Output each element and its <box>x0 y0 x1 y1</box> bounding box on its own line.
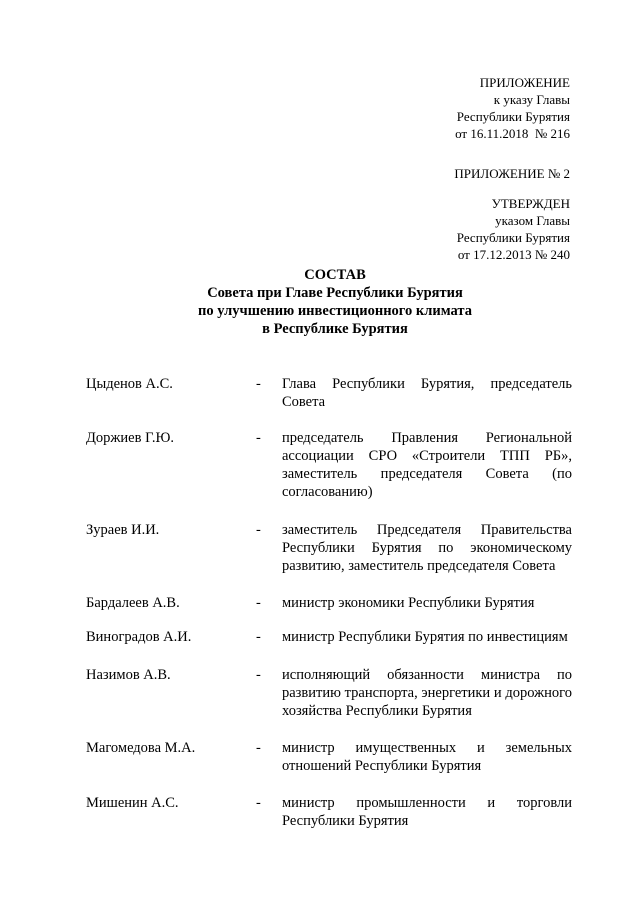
member-role: министр экономики Республики Бурятия <box>282 595 535 611</box>
members-list <box>86 375 572 830</box>
document-heading <box>0 266 640 338</box>
member-name: Бардалеев А.В. <box>86 595 180 611</box>
member-dash: - <box>256 376 261 392</box>
member-role: Глава Республики Бурятия, председатель Совета <box>282 376 572 410</box>
appendix-line: Республики Бурятия <box>456 109 570 124</box>
member-role: министр имущественных и земельных отношений Республики Бурятия <box>282 740 572 774</box>
member-row <box>86 375 572 411</box>
member-row <box>86 666 572 720</box>
member-row <box>86 521 572 575</box>
approved-line: указом Главы <box>495 213 570 228</box>
member-row <box>86 429 572 501</box>
member-role: заместитель Председателя Правительства Республики Бурятия по экономическому развитию, заместитель председателя Совета <box>282 522 572 574</box>
member-name: Мишенин А.С. <box>86 795 179 811</box>
member-name: Цыденов А.С. <box>86 376 173 392</box>
member-dash: - <box>256 795 261 811</box>
approved-title: УТВЕРЖДЕН <box>491 196 570 211</box>
appendix-date: от 16.11.2018 № 216 <box>455 126 570 141</box>
member-role: министр промышленности и торговли Республики Бурятия <box>282 795 572 829</box>
heading-line: в Республике Бурятия <box>262 321 408 337</box>
member-dash: - <box>256 740 261 756</box>
member-name: Зураев И.И. <box>86 522 160 538</box>
appendix-title: ПРИЛОЖЕНИЕ <box>479 75 570 90</box>
member-row <box>86 794 572 830</box>
heading-line: Совета при Главе Республики Бурятия <box>207 285 463 301</box>
member-role: исполняющий обязанности министра по развитию транспорта, энергетики и дорожного хозяйства Республики Бурятия <box>282 667 572 719</box>
member-row <box>86 739 572 775</box>
member-dash: - <box>256 629 261 645</box>
appendix-line: к указу Главы <box>493 92 570 107</box>
member-name: Виноградов А.И. <box>86 629 192 645</box>
approved-header <box>457 195 570 263</box>
member-row <box>86 594 572 612</box>
member-name: Доржиев Г.Ю. <box>86 430 174 446</box>
heading-line: по улучшению инвестиционного климата <box>198 303 472 319</box>
appendix-header <box>455 74 570 142</box>
heading-line: СОСТАВ <box>304 267 366 283</box>
approved-date: от 17.12.2013 № 240 <box>457 247 570 262</box>
member-dash: - <box>256 430 261 446</box>
member-row <box>86 628 572 646</box>
appendix2-title: ПРИЛОЖЕНИЕ № 2 <box>454 166 570 181</box>
member-name: Магомедова М.А. <box>86 740 196 756</box>
member-name: Назимов А.В. <box>86 667 171 683</box>
approved-line: Республики Бурятия <box>456 230 570 245</box>
member-dash: - <box>256 595 261 611</box>
member-dash: - <box>256 667 261 683</box>
appendix2-header <box>454 165 570 182</box>
member-role: председатель Правления Региональной ассоциации СРО «Строители ТПП РБ», заместитель председателя Совета (по согласованию) <box>282 430 572 500</box>
member-role: министр Республики Бурятия по инвестициям <box>282 629 568 645</box>
member-dash: - <box>256 522 261 538</box>
